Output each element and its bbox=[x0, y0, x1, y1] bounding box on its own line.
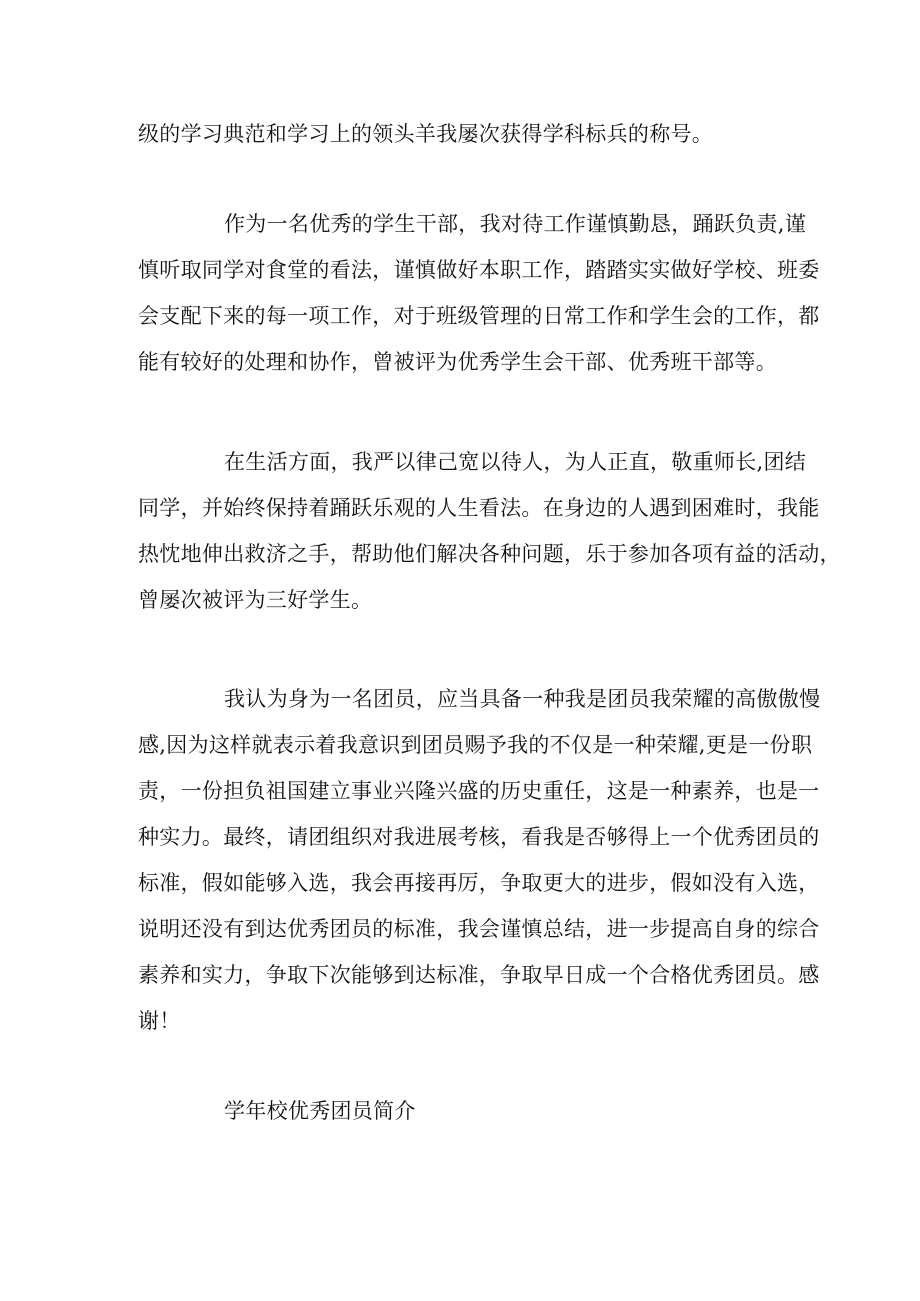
paragraph-line: 热忱地伸出救济之手，帮助他们解决各种问题，乐于参加各项有益的活动， bbox=[138, 542, 841, 566]
section-heading: 学年校优秀团员简介 bbox=[224, 1099, 416, 1123]
paragraph-line: 能有较好的处理和协作，曾被评为优秀学生会干部、优秀班干部等。 bbox=[138, 350, 777, 374]
paragraph-line: 感,因为这样就表示着我意识到团员赐予我的不仅是一种荣耀,更是一份职 bbox=[138, 733, 813, 757]
paragraph-line: 谢！ bbox=[138, 1009, 181, 1033]
paragraph-line: 在生活方面，我严以律己宽以待人，为人正直，敬重师长,团结 bbox=[224, 450, 807, 474]
paragraph-line: 会支配下来的每一项工作，对于班级管理的日常工作和学生会的工作，都 bbox=[138, 304, 820, 328]
paragraph-line: 同学，并始终保持着踊跃乐观的人生看法。在身边的人遇到困难时，我能 bbox=[138, 496, 820, 520]
paragraph-line: 作为一名优秀的学生干部，我对待工作谨慎勤恳，踊跃负责,谨 bbox=[224, 212, 807, 236]
paragraph-line: 级的学习典范和学习上的领头羊我屡次获得学科标兵的称号。 bbox=[138, 122, 714, 146]
paragraph-line: 标准，假如能够入选，我会再接再厉，争取更大的进步，假如没有入选， bbox=[138, 871, 820, 895]
paragraph-line: 慎听取同学对食堂的看法，谨慎做好本职工作，踏踏实实做好学校、班委 bbox=[138, 258, 820, 282]
paragraph-line: 素养和实力，争取下次能够到达标准，争取早日成一个合格优秀团员。感 bbox=[138, 963, 820, 987]
paragraph-line: 责，一份担负祖国建立事业兴隆兴盛的历史重任，这是一种素养，也是一 bbox=[138, 779, 820, 803]
paragraph-line: 说明还没有到达优秀团员的标准，我会谨慎总结，进一步提高自身的综合 bbox=[138, 917, 820, 941]
paragraph-line: 曾屡次被评为三好学生。 bbox=[138, 588, 373, 612]
paragraph-line: 我认为身为一名团员，应当具备一种我是团员我荣耀的高傲傲慢 bbox=[224, 687, 821, 711]
paragraph-line: 种实力。最终，请团组织对我进展考核，看我是否够得上一个优秀团员的 bbox=[138, 825, 820, 849]
